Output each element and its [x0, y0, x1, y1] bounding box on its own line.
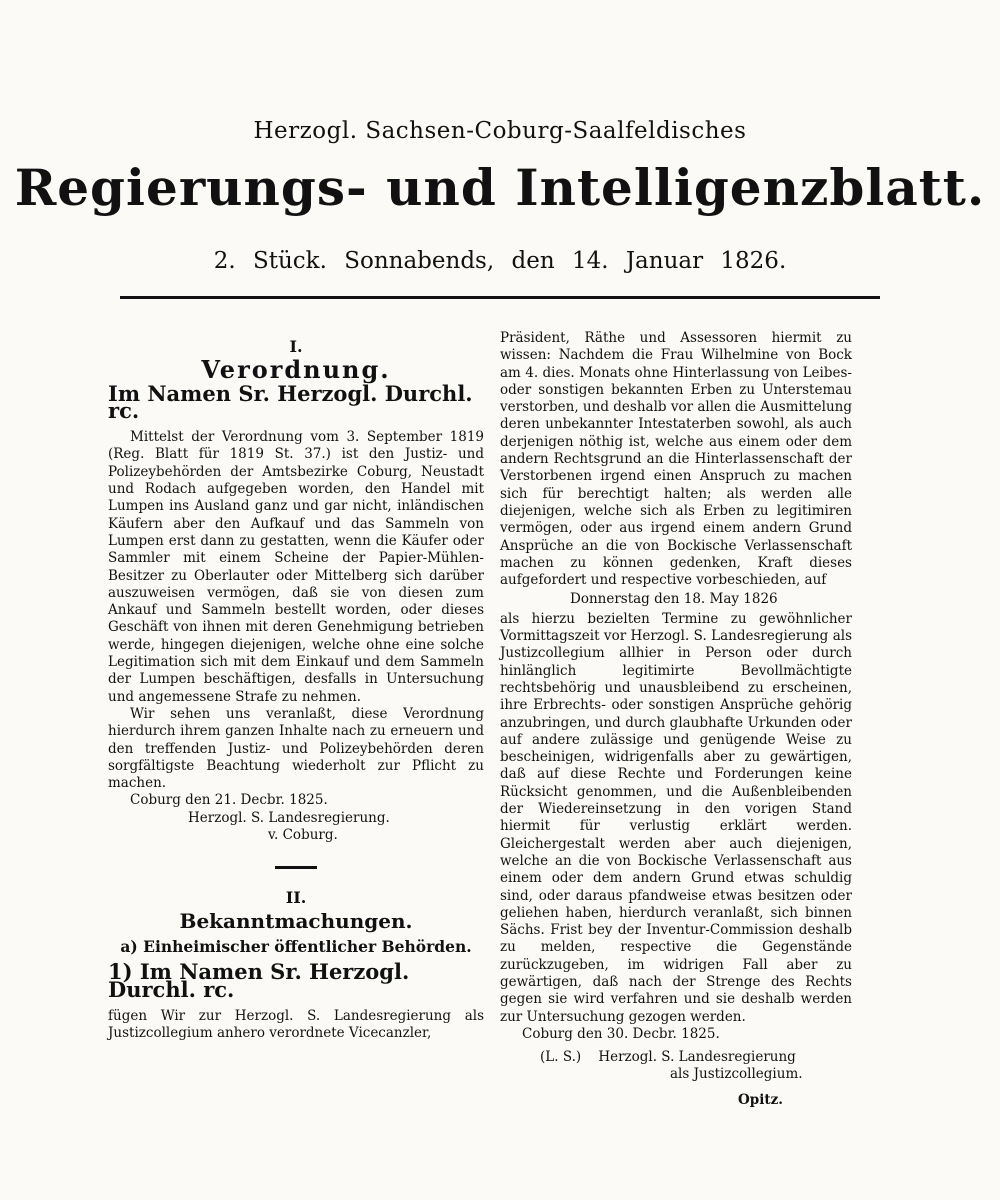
- notice-seal-line: [540, 1049, 852, 1066]
- notice-authority: Herzogl. S. Landesregierung: [598, 1049, 796, 1066]
- decree-paragraph-1: Mittelst der Verordnung vom 3. September 1819 (Reg. Blatt für 1819 St. 37.) ist den Justiz- und Polizeybehörden der Amtsbezirke Coburg, Neustadt und Rodach aufgegeben worden, den Handel mit Lumpen ins Ausland ganz und gar nicht, inländischen Käufern aber den Aufkauf und das Sammeln von Lumpen erst dann zu gestatten, wenn die Käufer oder Sammler mit einem Scheine der Papier-Mühlen-Besitzer zu Oberlauter oder Mittelberg sich darüber auszuweisen vermögen, daß sie von diesen zum Ankauf und Sammeln bestellt worden, oder dieses Geschäft von ihnen mit deren Genehmigung betrieben werde, hingegen diejenigen, welche ohne eine solche Legitimation sich mit dem Einkauf und dem Sammeln der Lumpen beschäftigen, desfalls in Untersuchung und angemessene Strafe zu nehmen.: [108, 429, 484, 705]
- notice-paragraph-1: Präsident, Räthe und Assessoren hiermit zu wissen: Nachdem die Frau Wilhelmine von Bock am 4. dies. Monats ohne Hinterlassung von Leibes- oder sonstigen bekannten Erben zu Unterstemau verstorben, und deshalb vor allen die Ausmittelung deren unbekannter Intestaterben sowohl, als auch derjenigen nöthig ist, welche aus einem oder dem andern Rechtsgrund an die Hinterlassenschaft der Verstorbenen irgend einen Anspruch zu machen sich für berechtigt halten; als werden alle diejenigen, welche sich als Erben zu legitimiren vermögen, oder aus irgend einem andern Grund Ansprüche an die von Bockische Verlassenschaft machen zu können gedenken, Kraft dieses aufgefordert und respective vorbeschieden, auf: [500, 330, 852, 589]
- section-divider: [275, 866, 317, 869]
- decree-place-date: Coburg den 21. Decbr. 1825.: [130, 792, 328, 809]
- section-subtitle: a) Einheimischer öffentlicher Behörden.: [120, 936, 472, 956]
- notice-paragraph-2: als hierzu bezielten Termine zu gewöhnlicher Vormittagszeit vor Herzogl. S. Landesregierung als Justizcollegium allhier in Person oder durch hinlänglich legitimirte Bevollmächtigte rechtsbehörig und unausbleibend zu erscheinen, ihre Erbrechts- oder sonstigen Ansprüche gehörig anzubringen, und durch glaubhafte Urkunden oder auf andere zulässige und genügende Weise zu bescheinigen, widrigenfalls aber zu gewärtigen, daß auf diese Rechte und Forderungen keine Rücksicht genommen, und die Außenbleibenden der Wiedereinsetzung in den vorigen Stand hiermit für verlustig erklärt werden. Gleichergestalt werden aber auch diejenigen, welche an die von Bockische Verlassenschaft aus einem oder dem andern Grund etwas schuldig sind, oder daraus pfandweise etwas besitzen oder geliehen haben, hierdurch veranlaßt, sich binnen Sächs. Frist bey der Inventur-Commission deshalb zu melden, respective die Gegenstände zurückzugeben, im widrigen Fall aber zu gewärtigen, daß nach der Strenge des Rechts gegen sie wird verfahren und sie deshalb werden zur Untersuchung gezogen werden.: [500, 610, 852, 1025]
- header-masthead-title: Regierungs- und Intelligenzblatt.: [14, 158, 986, 217]
- notice-heading: 1) Im Namen Sr. Herzogl. Durchl. rc.: [108, 959, 410, 1002]
- decree-authority: Herzogl. S. Landesregierung.: [188, 809, 390, 826]
- header-publisher: Herzogl. Sachsen-Coburg-Saalfeldisches: [253, 118, 747, 144]
- section-title-verordnung: Verordnung.: [201, 355, 391, 385]
- notice-signatory: Opitz.: [738, 1091, 783, 1108]
- section-title-bekanntmachungen: Bekanntmachungen.: [179, 908, 413, 933]
- notice-seal: (L. S.): [540, 1049, 582, 1066]
- decree-signatory: v. Coburg.: [268, 827, 338, 844]
- section-number-1: I.: [289, 337, 303, 356]
- notice-place-date: Coburg den 30. Decbr. 1825.: [522, 1025, 720, 1042]
- decree-heading: Im Namen Sr. Herzogl. Durchl. rc.: [108, 380, 473, 423]
- decree-paragraph-2: Wir sehen uns veranlaßt, diese Verordnung hierdurch ihrem ganzen Inhalte nach zu erneuern und den treffenden Justiz- und Polizeybehörden deren sorgfältigste Beachtung wiederholt zur Pflicht zu machen.: [108, 705, 484, 792]
- issue-date: den 14. Januar 1826.: [511, 248, 787, 274]
- right-column: [500, 330, 852, 1109]
- issue-number: 2. Stück.: [213, 248, 327, 274]
- section-number-2: II.: [285, 888, 307, 908]
- header-issue-line: [0, 248, 1000, 274]
- issue-weekday: Sonnabends,: [344, 248, 495, 274]
- left-column: [108, 330, 484, 1042]
- notice-paragraph-start: fügen Wir zur Herzogl. S. Landesregierung als Justizcollegium anhero verordnete Vicecanzler,: [108, 1007, 484, 1042]
- notice-authority-2: als Justizcollegium.: [670, 1066, 803, 1083]
- header-rule: [120, 296, 880, 299]
- notice-hearing-date: Donnerstag den 18. May 1826: [570, 591, 778, 608]
